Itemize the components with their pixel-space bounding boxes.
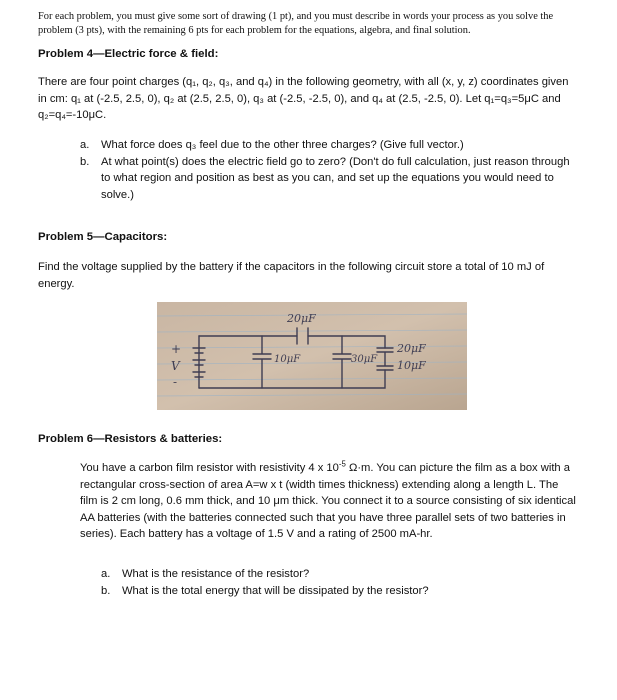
label-30uf: 30μF bbox=[351, 354, 378, 365]
problem-4-questions bbox=[80, 137, 573, 203]
problem-6-questions bbox=[101, 566, 571, 599]
label-10uf-left: 10μF bbox=[274, 354, 301, 365]
problem-5-title: Problem 5—Capacitors: bbox=[38, 231, 168, 243]
list-item bbox=[80, 154, 573, 204]
problem-4-body: There are four point charges (q₁, q₂, q₃, and q₄) in the following geometry, with all (x, y, z) coordinates given in cm: q₁ at (-2.5, 2.5, 0), q₂ at (2.5, 2.5, 0), q₃ at (-2.5, -2.5, 0), and q₄ at (2.5, -2.5, 0). Let q₁=q₃=5μC and q₂=q₄=-10μC. bbox=[38, 76, 569, 121]
list-marker: b. bbox=[80, 155, 90, 168]
problem-5-body: Find the voltage supplied by the battery if the capacitors in the following circuit store a total of 10 mJ of energy. bbox=[38, 261, 545, 290]
question-text: What force does q₃ feel due to the other three charges? (Give full vector.) bbox=[101, 139, 464, 151]
question-text: What is the total energy that will be dissipated by the resistor? bbox=[122, 584, 429, 597]
list-marker: a. bbox=[101, 568, 111, 580]
list-item bbox=[80, 137, 573, 154]
list-marker: b. bbox=[101, 584, 111, 597]
body-text-rest: Ω·m. You can picture the film as a box with a rectangular cross-section of area A=w x t (width times thickness) extending along a length L. The film is 2 cm long, 0.6 mm thick, and 10 μm thick. You connect it to a source consisting of six identical AA batteries (with the batteries connected such that you have three parallel sets of two batteries in series). Each battery has a voltage of 1.5 V and a rating of 2500 mA-hr. bbox=[80, 462, 576, 540]
label-minus: - bbox=[173, 375, 178, 389]
exponent: -5 bbox=[338, 459, 346, 469]
list-marker: a. bbox=[80, 139, 90, 151]
instructions-paragraph: For each problem, you must give some sort of drawing (1 pt), and you must describe in words your process as you solve the problem (3 pts), with the remaining 6 pts for each problem for the equations, algebra, and final solution. bbox=[38, 11, 554, 36]
label-20uf-right: 20μF bbox=[397, 342, 426, 355]
label-10uf-right: 10μF bbox=[397, 359, 426, 372]
label-plus: + bbox=[171, 342, 182, 356]
question-text: What is the resistance of the resistor? bbox=[122, 568, 310, 580]
circuit-photo bbox=[157, 302, 467, 410]
label-voltage: V bbox=[171, 359, 180, 373]
question-text: At what point(s) does the electric field go to zero? (Don't do full calculation, just reason through to what region and position as best as you can, and set up the equations you would need to solve.) bbox=[101, 155, 570, 201]
list-item bbox=[101, 566, 571, 583]
body-text-start: You have a carbon film resistor with resistivity 4 x 10 bbox=[80, 462, 339, 474]
problem-4-title: Problem 4—Electric force & field: bbox=[38, 48, 219, 60]
list-item bbox=[101, 583, 571, 600]
problem-6-body bbox=[80, 460, 576, 543]
problem-6-title: Problem 6—Resistors & batteries: bbox=[38, 433, 223, 445]
label-20uf-top: 20μF bbox=[287, 312, 316, 325]
